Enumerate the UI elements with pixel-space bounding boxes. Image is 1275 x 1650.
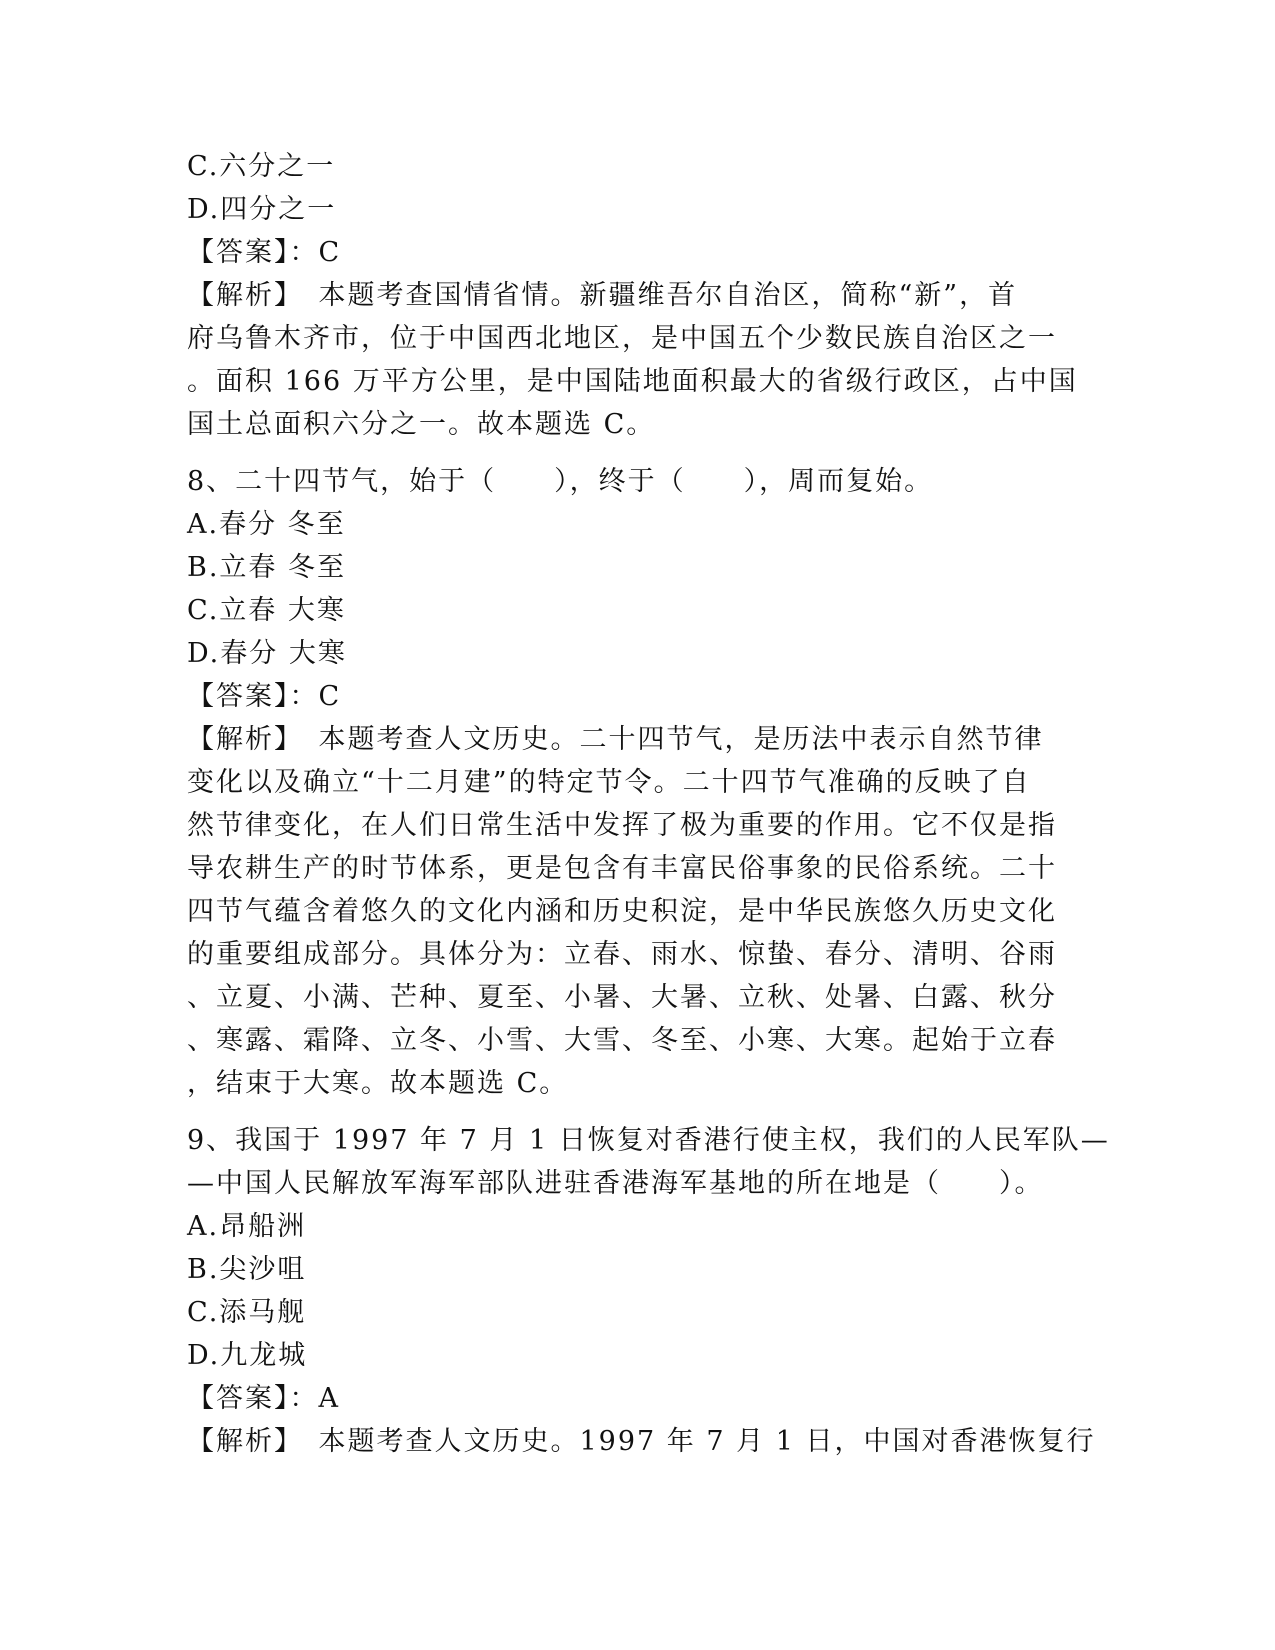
text-line: 。面积 166 万平方公里，是中国陆地面积最大的省级行政区，占中国 (187, 366, 1078, 397)
answer-option: A.春分 冬至 (187, 509, 346, 540)
text-line: 的重要组成部分。具体分为：立春、雨水、惊蛰、春分、清明、谷雨 (187, 939, 1057, 970)
text-line: 国土总面积六分之一。故本题选 C。 (187, 409, 656, 440)
question-8 (187, 460, 1077, 1105)
question-stem: 9、我国于 1997 年 7 月 1 日恢复对香港行使主权，我们的人民军队— (187, 1125, 1110, 1156)
answer-option: B.立春 冬至 (187, 552, 347, 583)
explanation-line: 【解析】 本题考查人文历史。1997 年 7 月 1 日，中国对香港恢复行 (187, 1426, 1096, 1457)
explanation-line: 【解析】 本题考查国情省情。新疆维吾尔自治区，简称“新”，首 (187, 280, 1018, 311)
question-7-tail (187, 145, 1077, 446)
text-line: 导农耕生产的时节体系，更是包含有丰富民俗事象的民俗系统。二十 (187, 853, 1057, 884)
answer-option: B.尖沙咀 (187, 1254, 307, 1285)
answer-option: D.九龙城 (187, 1340, 308, 1371)
explanation-line: 【解析】 本题考查人文历史。二十四节气，是历法中表示自然节律 (187, 724, 1044, 755)
answer-option: D.四分之一 (187, 194, 337, 225)
text-line: 四节气蕴含着悠久的文化内涵和历史积淀，是中华民族悠久历史文化 (187, 896, 1057, 927)
question-9 (187, 1119, 1110, 1463)
section-gap (187, 1105, 1077, 1119)
answer-option: C.立春 大寒 (187, 595, 346, 626)
text-line: ，结束于大寒。故本题选 C。 (187, 1068, 569, 1099)
text-line: —中国人民解放军海军部队进驻香港海军基地的所在地是（ ）。 (187, 1168, 1044, 1199)
answer-option: A.昂船洲 (187, 1211, 307, 1242)
answer-key: 【答案】：C (187, 681, 342, 712)
text-line: 变化以及确立“十二月建”的特定节令。二十四节气准确的反映了自 (187, 767, 1031, 798)
text-line: 然节律变化，在人们日常生活中发挥了极为重要的作用。它不仅是指 (187, 810, 1057, 841)
text-line: 府乌鲁木齐市，位于中国西北地区，是中国五个少数民族自治区之一 (187, 323, 1057, 354)
text-line: 、立夏、小满、芒种、夏至、小暑、大暑、立秋、处暑、白露、秋分 (187, 982, 1057, 1013)
section-gap (187, 446, 1077, 460)
answer-option: C.六分之一 (187, 151, 336, 182)
answer-key: 【答案】：C (187, 237, 342, 268)
answer-key: 【答案】：A (187, 1383, 340, 1414)
page-content (187, 145, 1110, 1463)
answer-option: C.添马舰 (187, 1297, 307, 1328)
answer-option: D.春分 大寒 (187, 638, 347, 669)
question-stem: 8、二十四节气，始于（ ），终于（ ），周而复始。 (187, 466, 934, 497)
text-line: 、寒露、霜降、立冬、小雪、大雪、冬至、小寒、大寒。起始于立春 (187, 1025, 1057, 1056)
